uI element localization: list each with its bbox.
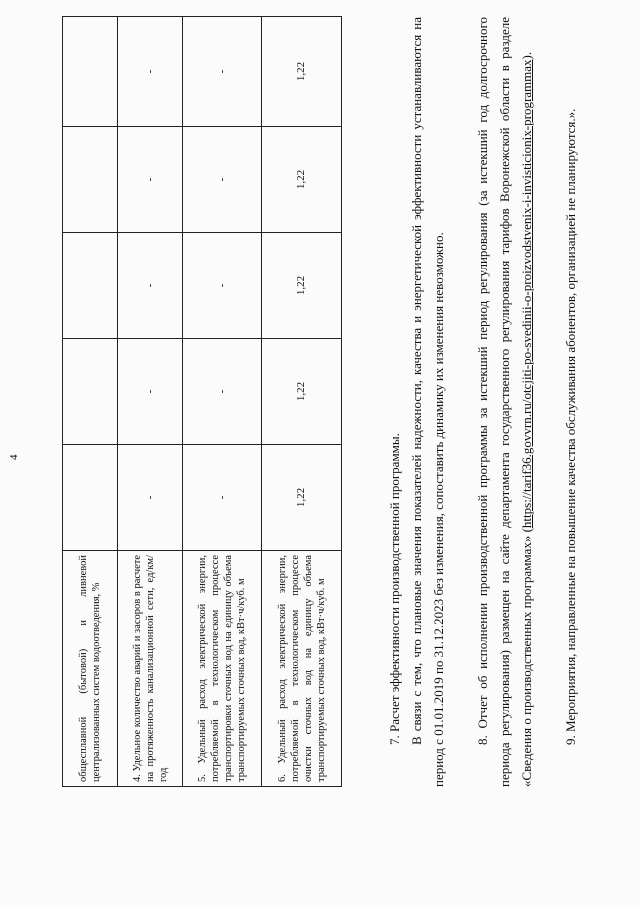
table-row (183, 17, 262, 787)
section-8-text-a: 8. Отчет об исполнении производственной программы за истекший период регулирования (за истекший год долгосрочного периода регулирования) размещен на сайте департамента государственного регулирования тарифов Воронежской области в разделе «Сведения о производственных программах» ( (475, 17, 534, 787)
table-cell-label: 6. Удельный расход электрической энергии, потребляемой в технологическом процессе очистки сточных вод на единицу объема транспортируемых сточных вод, кВт·ч/куб. м (262, 551, 342, 787)
section-7-heading: 7. Расчет эффективности производственной программы. (387, 433, 402, 745)
table-cell-label: 4. Удельное количество аварий и засоров в расчете на протяженность канализационной сети, ед/км/год (118, 551, 183, 787)
table-cell: - (118, 17, 183, 127)
table-cell: - (118, 445, 183, 551)
table-cell: - (118, 339, 183, 445)
table-cell: 1,22 (262, 233, 342, 339)
table-cell: - (183, 339, 262, 445)
table-cell: - (183, 445, 262, 551)
table-cell (63, 445, 118, 551)
section-9-text: 9. Мероприятия, направленные на повышение качества обслуживания абонентов, организацией не планируются.». (563, 108, 578, 745)
section-7-text: В связи с тем, что плановые значения показателей надежности, качества и энергетической эффективности устанавливаются на период с 01.01.2019 по 31.12.2023 без изменения, сопоставить динамику их изменения невозможно. (409, 17, 446, 787)
table-row (118, 17, 183, 787)
table-cell-label: 5. Удельный расход электрической энергии, потребляемой в технологическом процессе транспортировки сточных вод на единицу объема транспортируемых сточных вод, кВт·ч/куб. м (183, 551, 262, 787)
table-cell: - (118, 233, 183, 339)
table-cell: 1,22 (262, 445, 342, 551)
table-cell (63, 233, 118, 339)
table-row (262, 17, 342, 787)
table-cell: - (183, 17, 262, 127)
table-cell: 1,22 (262, 339, 342, 445)
tariff-site-link[interactable]: https://tarif36.govvrn.ru/otcjiti-po-svedinii-o-proizvodstvenix-i-invisticionix-programmax (519, 59, 534, 529)
table-cell-label: общесплавной (бытовой) и ливневой централизованных систем водоотведения, % (63, 551, 118, 787)
section-8-text (472, 17, 538, 787)
table-cell (63, 127, 118, 233)
section-8-text-b: ). (519, 51, 534, 60)
table-cell (63, 17, 118, 127)
table-cell: - (183, 233, 262, 339)
table-row (63, 17, 118, 787)
table-cell: 1,22 (262, 17, 342, 127)
table-cell: 1,22 (262, 127, 342, 233)
indicators-table (62, 16, 342, 787)
page-number: 4 (8, 454, 20, 460)
table-cell: - (118, 127, 183, 233)
table-cell: - (183, 127, 262, 233)
table-cell (63, 339, 118, 445)
